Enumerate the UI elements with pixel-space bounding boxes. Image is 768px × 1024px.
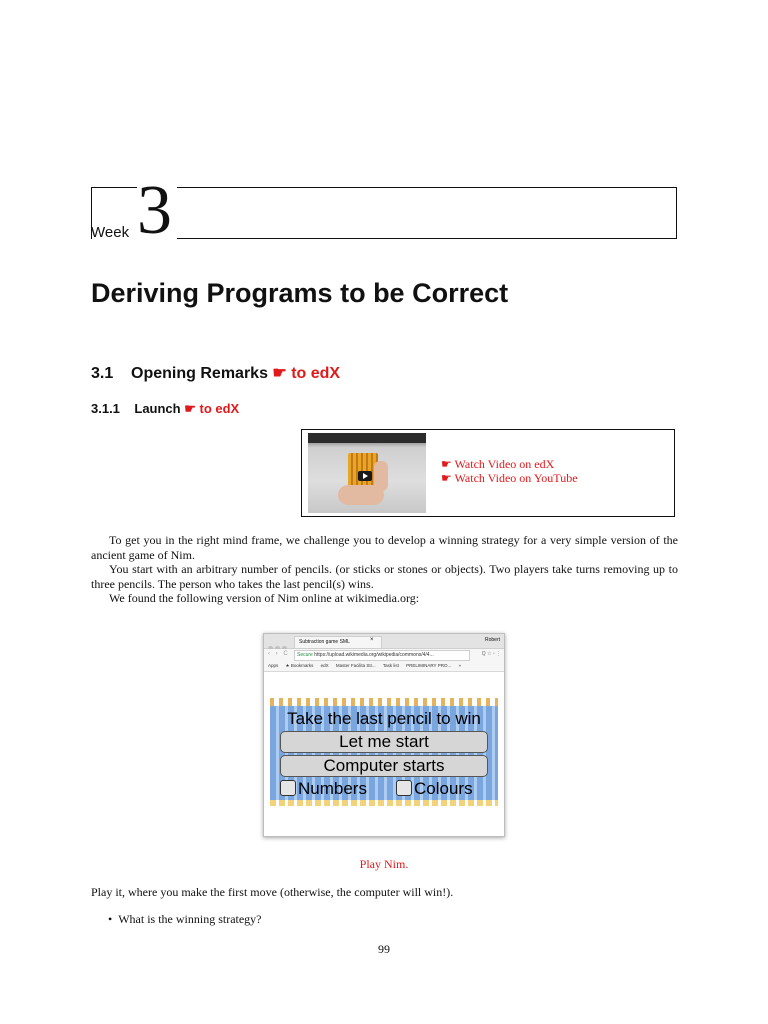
nav-buttons[interactable]: ‹ › C [268, 651, 290, 657]
paragraph: You start with an arbitrary number of pencils. (or sticks or stones or objects). Two players take turns removing up to three pencils. The person who takes the last pencil(s) wins. [91, 562, 678, 591]
browser-tab[interactable]: Subtraction game SML [294, 636, 382, 648]
watch-video-edx-link[interactable]: ☛ Watch Video on edX [441, 457, 555, 471]
game-title: Take the last pencil to win [287, 709, 481, 728]
pencil-ends [270, 800, 498, 806]
url-text: https://upload.wikimedia.org/wikipedia/commons/4/4... [314, 652, 434, 658]
section-number: 3.1 [91, 365, 114, 382]
week-number: 3 [137, 172, 172, 249]
subsection-title: Launch [134, 401, 181, 416]
bookmarks-more[interactable]: » [458, 663, 461, 668]
week-label: Week [91, 224, 130, 241]
bookmark-item[interactable]: PRELIMINARY PRO... [406, 663, 452, 668]
numbers-label: Numbers [298, 779, 367, 798]
subsection-number: 3.1.1 [91, 401, 120, 416]
paragraph: To get you in the right mind frame, we challenge you to develop a winning strategy for a very simple version of the ancient game of Nim. [91, 533, 678, 562]
numbers-checkbox[interactable] [280, 780, 296, 796]
subsection-edx-link[interactable]: ☛ to edX [184, 401, 240, 416]
profile-name[interactable]: Robert [484, 637, 500, 643]
video-links [441, 457, 578, 485]
colours-checkbox[interactable] [396, 780, 412, 796]
play-icon[interactable] [358, 471, 372, 481]
subsection-heading [91, 401, 239, 417]
browser-tab-bar [264, 634, 504, 649]
paragraph: We found the following version of Nim online at wikimedia.org: [109, 591, 420, 605]
section-heading [91, 363, 340, 383]
bookmark-item[interactable]: ★ Bookmarks [285, 663, 314, 668]
bookmarks-bar [264, 661, 505, 672]
computer-starts-button[interactable]: Computer starts [280, 755, 488, 777]
watch-video-youtube-link[interactable]: ☛ Watch Video on YouTube [441, 471, 578, 485]
bullet-text: What is the winning strategy? [118, 912, 262, 926]
let-me-start-button[interactable]: Let me start [280, 731, 488, 753]
bookmark-item[interactable]: Master Facilita Str... [335, 663, 376, 668]
video-box [301, 429, 675, 517]
url-field[interactable] [294, 650, 470, 661]
bookmark-item[interactable]: edX [320, 663, 329, 668]
nim-game-area [264, 672, 504, 836]
page-number: 99 [378, 942, 390, 956]
pencil-tips [270, 698, 498, 706]
address-bar-icons[interactable]: Q ☆ ▫ ⋮ [481, 651, 501, 657]
close-icon[interactable]: × [370, 637, 374, 643]
bookmark-item[interactable]: Apps [268, 663, 279, 668]
bookmark-item[interactable]: Task list [382, 663, 399, 668]
chapter-title: Deriving Programs to be Correct [91, 278, 509, 308]
body-text [91, 533, 678, 606]
numbers-option[interactable] [280, 779, 367, 799]
bullet-item [108, 912, 262, 927]
address-bar [264, 649, 504, 661]
play-instruction: Play it, where you make the first move (otherwise, the computer will win!). [91, 885, 454, 899]
figure-caption-link[interactable]: Play Nim. [359, 857, 409, 871]
week-header-box [91, 187, 677, 239]
bullet-icon: • [108, 912, 113, 926]
colours-option[interactable] [396, 779, 473, 799]
secure-badge: Secure [297, 652, 313, 658]
colours-label: Colours [414, 779, 473, 798]
section-edx-link[interactable]: ☛ to edX [272, 365, 341, 382]
video-thumbnail[interactable] [308, 433, 426, 513]
section-title: Opening Remarks [131, 365, 268, 382]
nim-browser-screenshot [263, 633, 505, 837]
